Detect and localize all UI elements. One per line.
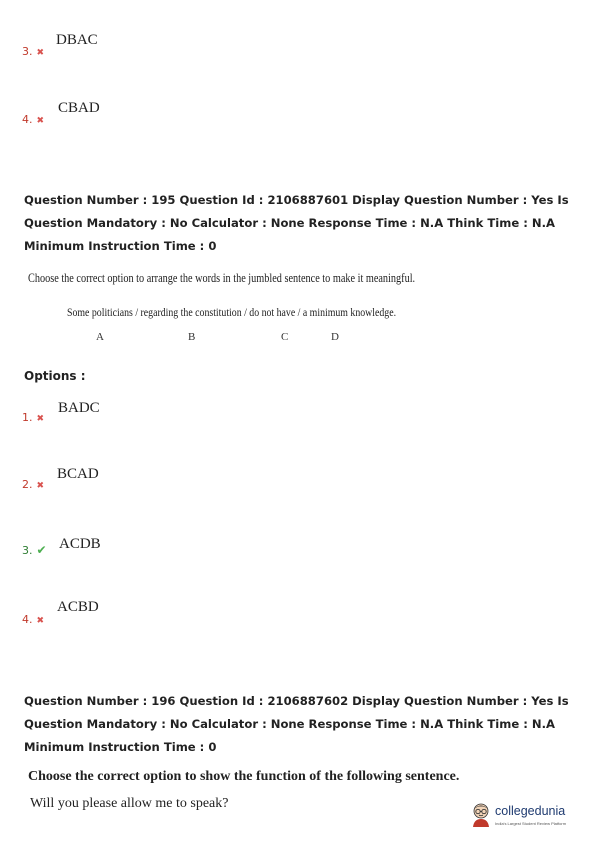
question-196-instruction: Choose the correct option to show the function of the following sentence.: [28, 769, 460, 784]
segment-label-c: C: [281, 331, 289, 343]
segment-label-a: A: [96, 331, 104, 343]
jumbled-sentence: Some politicians / regarding the constitution / do not have / a minimum knowledge.: [67, 305, 397, 319]
mascot-icon: [470, 802, 492, 828]
prev-option-4-number: 4. ✖: [22, 113, 45, 126]
options-label: Options :: [24, 369, 86, 383]
question-195-header: Question Number : 195 Question Id : 2106887601 Display Question Number : Yes Is Question Mandatory : No Calculator : None Response Time : N.A Think Time : N.A Minimum Instruction Time : 0: [24, 193, 569, 253]
option-4-number: 4. ✖: [22, 613, 45, 626]
wrong-mark-icon: ✖: [36, 116, 45, 126]
logo-text: collegedunia: [495, 804, 566, 818]
option-3-text: ACDB: [59, 536, 101, 552]
option-2-number: 2. ✖: [22, 478, 45, 491]
wrong-mark-icon: ✖: [36, 414, 45, 424]
question-196-header: Question Number : 196 Question Id : 2106887602 Display Question Number : Yes Is Question Mandatory : No Calculator : None Response Time : N.A Think Time : N.A Minimum Instruction Time : 0: [24, 694, 569, 754]
option-1-text: BADC: [58, 400, 100, 416]
prev-option-3-text: DBAC: [56, 32, 98, 48]
prev-option-3-number: 3. ✖: [22, 45, 45, 58]
segment-label-b: B: [188, 331, 196, 343]
option-4-text: ACBD: [57, 599, 99, 615]
wrong-mark-icon: ✖: [36, 481, 45, 491]
logo-tagline: India's Largest Student Review Platform: [495, 821, 567, 826]
collegedunia-logo: [470, 800, 585, 834]
option-3-number: 3. ✔: [22, 543, 47, 557]
question-196-sentence: Will you please allow me to speak?: [30, 796, 229, 811]
wrong-mark-icon: ✖: [36, 616, 45, 626]
wrong-mark-icon: ✖: [36, 48, 45, 58]
prev-option-4-text: CBAD: [58, 100, 100, 116]
option-1-number: 1. ✖: [22, 411, 45, 424]
segment-label-d: D: [331, 331, 339, 343]
correct-check-icon: ✔: [36, 543, 47, 557]
question-195-instruction: Choose the correct option to arrange the words in the jumbled sentence to make it meaningful.: [28, 271, 416, 285]
option-2-text: BCAD: [57, 466, 99, 482]
